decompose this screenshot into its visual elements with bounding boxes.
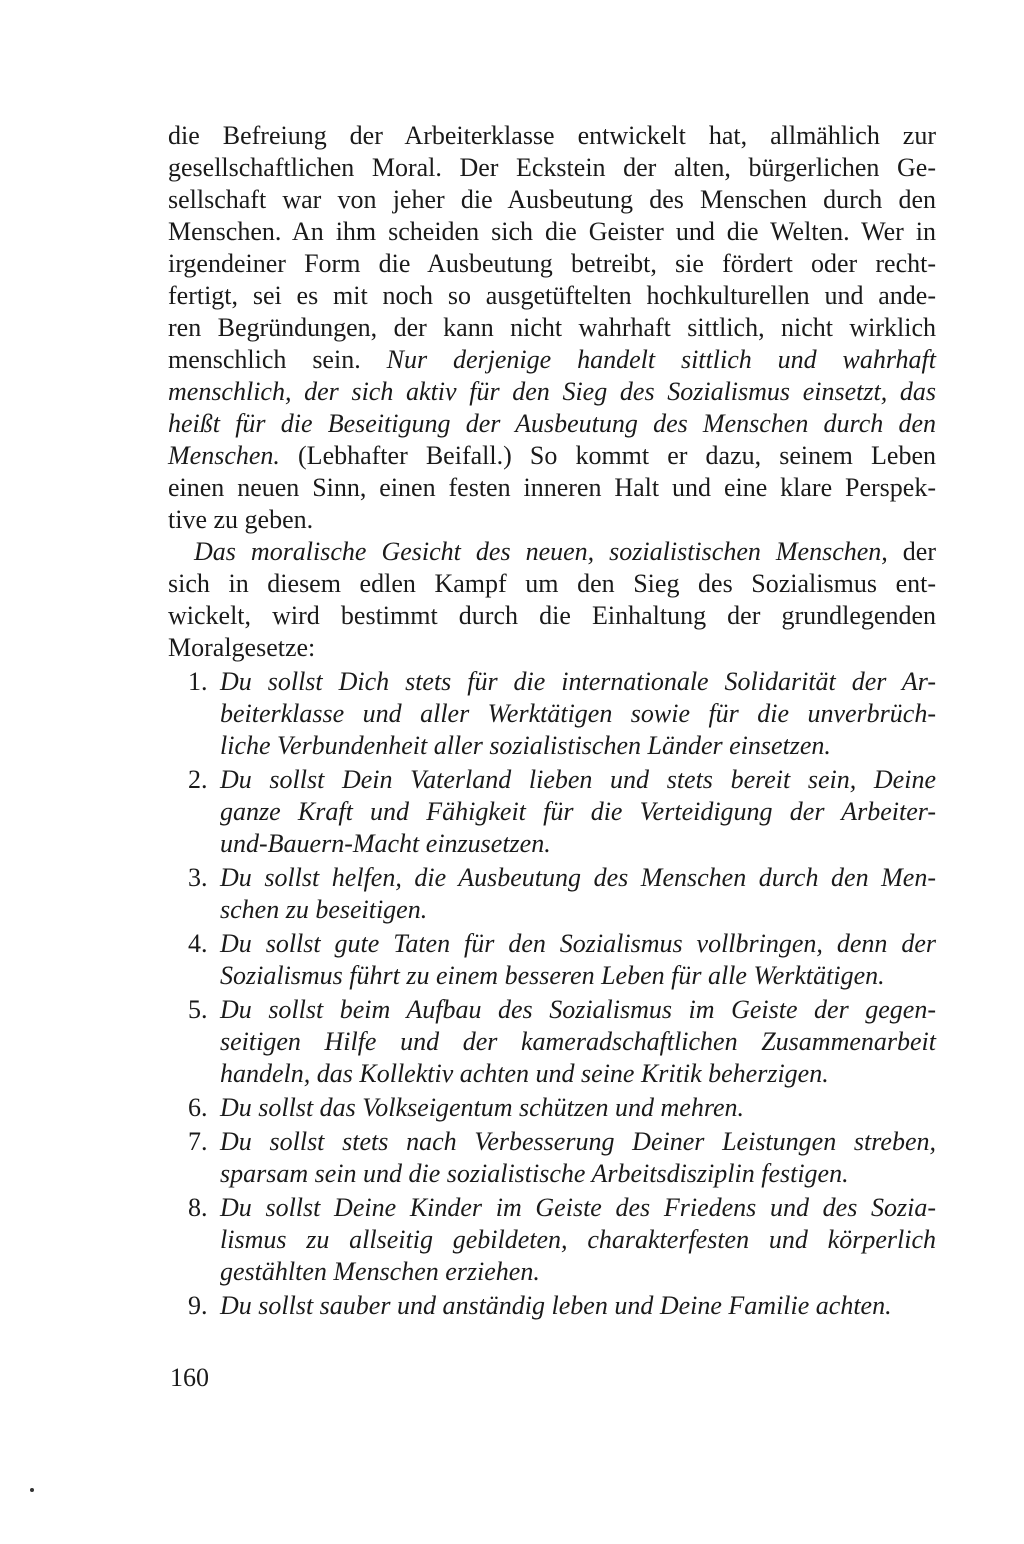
italic-text: Menschen.: [168, 441, 280, 470]
body-text: [168, 120, 936, 664]
commandment-number: 7.: [188, 1127, 208, 1156]
text-line: [168, 216, 936, 248]
roman-text: ren Begründungen, der kann nicht wahrhaft sittlich, nicht wirklich: [168, 313, 936, 342]
roman-text: Moralgesetze:: [168, 633, 316, 662]
commandment-item: [168, 994, 936, 1090]
roman-text: wickelt, wird bestimmt durch die Einhaltung der grundlegenden: [168, 601, 936, 630]
commandment-text: schen zu beseitigen.: [220, 895, 428, 924]
commandment-text: Du sollst sauber und anständig leben und Deine Familie achten.: [220, 1291, 892, 1320]
commandment-text: Du sollst Deine Kinder im Geiste des Friedens und des Sozia-: [220, 1193, 936, 1222]
roman-text: irgendeiner Form die Ausbeutung betreibt, sie fördert oder recht-: [168, 249, 936, 278]
commandment-text: Du sollst helfen, die Ausbeutung des Menschen durch den Men-: [220, 863, 936, 892]
paragraph-2: [168, 536, 936, 664]
commandment-number: 2.: [188, 765, 208, 794]
text-line: [168, 408, 936, 440]
commandment-text: und-Bauern-Macht einzusetzen.: [220, 829, 551, 858]
roman-text: fertigt, sei es mit noch so ausgetüftelten hochkulturellen und ande-: [168, 281, 936, 310]
text-line: [168, 184, 936, 216]
commandment-text: ganze Kraft und Fähigkeit für die Verteidigung der Arbeiter-: [220, 797, 936, 826]
paragraph-1: [168, 120, 936, 536]
roman-text: der: [887, 537, 936, 566]
commandment-item: [168, 1290, 936, 1322]
text-line: [168, 440, 936, 472]
roman-text: tive zu geben.: [168, 505, 314, 534]
roman-text: gesellschaftlichen Moral. Der Eckstein der alten, bürgerlichen Ge-: [168, 153, 936, 182]
commandment-text: liche Verbundenheit aller sozialistischen Länder einsetzen.: [220, 731, 831, 760]
text-line: [168, 472, 936, 504]
commandment-item: [168, 862, 936, 926]
commandment-text: seitigen Hilfe und der kameradschaftlichen Zusammenarbeit: [220, 1027, 936, 1056]
commandment-number: 6.: [188, 1093, 208, 1122]
italic-text: heißt für die Beseitigung der Ausbeutung des Menschen durch den: [168, 409, 936, 438]
commandment-text: gestählten Menschen erziehen.: [220, 1257, 540, 1286]
roman-text: die Befreiung der Arbeiterklasse entwickelt hat, allmählich zur: [168, 121, 936, 150]
page-number: 160: [170, 1363, 209, 1392]
text-line: [168, 344, 936, 376]
commandment-text: Du sollst Dich stets für die internationale Solidarität der Ar-: [220, 667, 936, 696]
commandment-number: 3.: [188, 863, 208, 892]
commandment-item: [168, 928, 936, 992]
text-line: [168, 280, 936, 312]
commandments-list: [168, 666, 936, 1324]
text-line: [168, 120, 936, 152]
commandment-text: Du sollst beim Aufbau des Sozialismus im Geiste der gegen-: [220, 995, 936, 1024]
text-line: [168, 632, 936, 664]
roman-text: sellschaft war von jeher die Ausbeutung des Menschen durch den: [168, 185, 936, 214]
text-line: [168, 376, 936, 408]
commandment-item: [168, 1126, 936, 1190]
italic-text: Nur derjenige handelt sittlich und wahrhaft: [386, 345, 936, 374]
roman-text: (Lebhafter Beifall.) So kommt er dazu, seinem Leben: [279, 441, 936, 470]
text-line: [168, 536, 936, 568]
commandment-item: [168, 1192, 936, 1288]
commandment-text: sparsam sein und die sozialistische Arbeitsdisziplin festigen.: [220, 1159, 849, 1188]
commandment-text: Du sollst gute Taten für den Sozialismus vollbringen, denn der: [220, 929, 936, 958]
commandment-item: [168, 1092, 936, 1124]
italic-text: menschlich, der sich aktiv für den Sieg des Sozialismus einsetzt, das: [168, 377, 936, 406]
roman-text: sich in diesem edlen Kampf um den Sieg des Sozialismus ent-: [168, 569, 936, 598]
scan-speck: [30, 1488, 34, 1492]
commandment-number: 8.: [188, 1193, 208, 1222]
commandment-number: 5.: [188, 995, 208, 1024]
text-line: [168, 568, 936, 600]
italic-text: Das moralische Gesicht des neuen, sozialistischen Menschen,: [194, 537, 888, 566]
commandment-number: 1.: [188, 667, 208, 696]
roman-text: Menschen. An ihm scheiden sich die Geister und die Welten. Wer in: [168, 217, 936, 246]
roman-text: menschlich sein.: [168, 345, 387, 374]
commandment-item: [168, 764, 936, 860]
roman-text: einen neuen Sinn, einen festen inneren Halt und eine klare Perspek-: [168, 473, 936, 502]
text-line: [168, 152, 936, 184]
commandment-text: Du sollst Dein Vaterland lieben und stets bereit sein, Deine: [220, 765, 936, 794]
commandment-text: handeln, das Kollektiv achten und seine Kritik beherzigen.: [220, 1059, 829, 1088]
commandment-text: Du sollst das Volkseigentum schützen und mehren.: [220, 1093, 745, 1122]
text-line: [168, 248, 936, 280]
commandment-item: [168, 666, 936, 762]
text-line: [168, 504, 936, 536]
commandment-number: 4.: [188, 929, 208, 958]
commandment-text: beiterklasse und aller Werktätigen sowie für die unverbrüch-: [220, 699, 936, 728]
text-line: [168, 312, 936, 344]
commandment-number: 9.: [188, 1291, 208, 1320]
text-line: [168, 600, 936, 632]
commandment-text: Sozialismus führt zu einem besseren Leben für alle Werktätigen.: [220, 961, 885, 990]
commandment-text: lismus zu allseitig gebildeten, charakterfesten und körperlich: [220, 1225, 936, 1254]
commandment-text: Du sollst stets nach Verbesserung Deiner Leistungen streben,: [220, 1127, 936, 1156]
